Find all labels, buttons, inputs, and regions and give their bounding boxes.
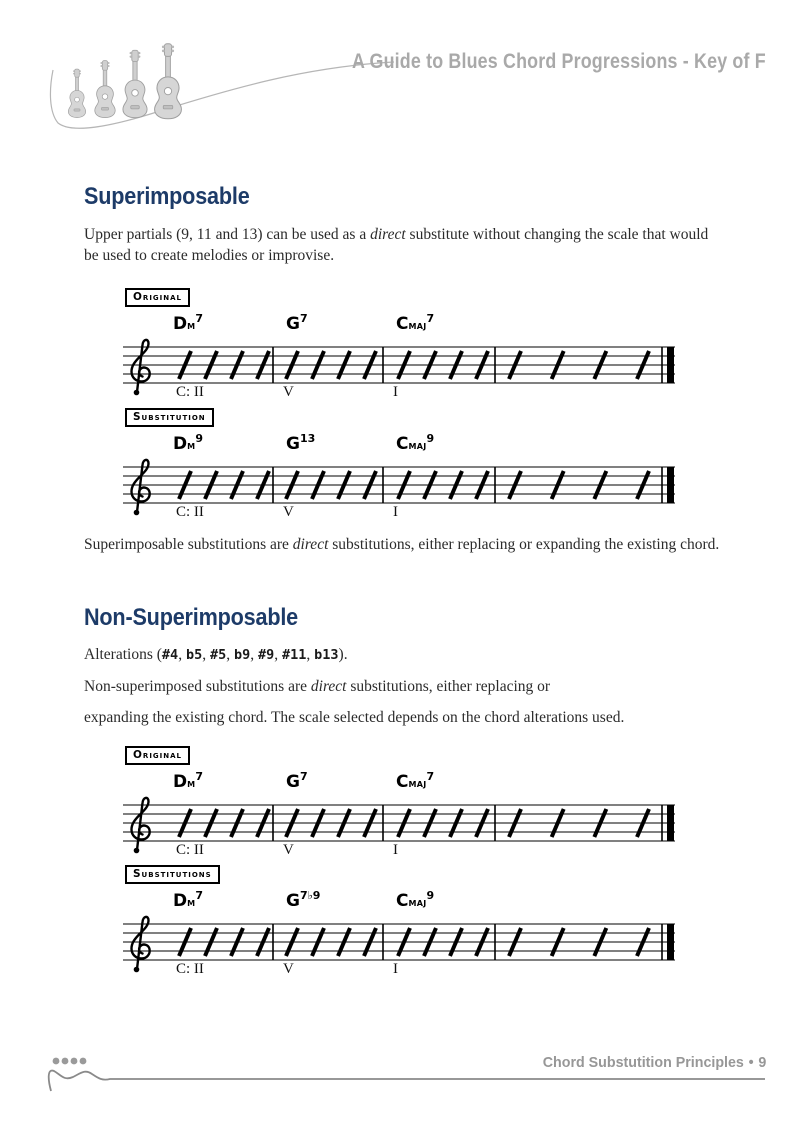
chord-symbol [173, 770, 203, 792]
chord-symbol [396, 312, 434, 334]
chord-symbol [173, 432, 203, 454]
alterations-separator: , [274, 646, 282, 663]
paragraph-text: substitute without changing the scale that would be used to create melodies or improvise. [84, 226, 709, 264]
chord-symbol [396, 889, 434, 911]
alterations-separator: , [226, 646, 234, 663]
alteration-item: #9 [257, 647, 275, 663]
emphasis-word: direct [310, 678, 347, 695]
chord-root: D [173, 891, 188, 911]
paragraph-text: Non-superimposed substitutions are [84, 678, 311, 695]
roman-numeral: I [393, 504, 398, 520]
header-graphic [0, 0, 794, 150]
music-example-system [123, 746, 679, 864]
chord-quality: m [187, 438, 196, 452]
roman-numeral: I [393, 384, 398, 400]
chord-root: G [286, 314, 300, 334]
chord-extension: 7 [195, 889, 204, 902]
example-tag-label: Substitution [133, 411, 206, 423]
chord-symbol [286, 432, 315, 454]
alteration-item: #4 [161, 647, 179, 663]
section-heading-non-superimposable: Non-Superimposable [84, 604, 298, 631]
paragraph-text: Superimposable substitutions are [84, 536, 293, 553]
non-superimposed-paragraph-1 [84, 676, 720, 697]
paragraph-text: substitutions, either replacing or expanding the existing chord. [328, 536, 720, 553]
alterations-separator: , [250, 646, 258, 663]
chord-symbol [396, 432, 434, 454]
chord-extension: 7 [195, 770, 204, 783]
chord-root: G [286, 772, 300, 792]
chord-extension: 7 [426, 312, 435, 325]
footer-page-number: 9 [758, 1054, 766, 1071]
staff-notation [123, 455, 675, 519]
alteration-item: b9 [233, 647, 251, 663]
chord-extension: 7 [299, 312, 308, 325]
alterations-separator: , [306, 646, 315, 663]
roman-numeral: V [283, 384, 294, 400]
paragraph-text: Upper partials (9, 11 and 13) can be used as a [84, 226, 371, 243]
paragraph-text: substitutions, either replacing or [346, 678, 551, 695]
emphasis-word: direct [370, 226, 406, 243]
chord-extension: 7 [299, 770, 308, 783]
chord-root: G [286, 434, 300, 454]
chord-root: D [173, 314, 188, 334]
ukulele-icon [155, 44, 182, 119]
alterations-line [84, 644, 720, 666]
superimposable-intro-paragraph [84, 224, 720, 266]
chord-extension: 9 [195, 432, 204, 445]
chord-symbol [173, 312, 203, 334]
chord-symbol [286, 889, 320, 911]
ukulele-icon [95, 61, 115, 118]
chord-extension: 7 [195, 312, 204, 325]
chord-symbol [286, 770, 308, 792]
alterations-prefix: Alterations ( [84, 646, 162, 663]
chord-root: C [396, 314, 409, 334]
alteration-item: #5 [209, 647, 227, 663]
staff-notation [123, 912, 675, 976]
footer-text [542, 1054, 766, 1071]
chord-extension: 9 [426, 432, 435, 445]
alteration-item: b13 [314, 647, 339, 663]
music-example-system [123, 865, 679, 983]
chord-root: C [396, 772, 409, 792]
footer-dot [80, 1058, 87, 1065]
chord-quality: m [187, 318, 196, 332]
roman-numeral: V [283, 504, 294, 520]
chord-quality: m [187, 776, 196, 790]
alterations-separator: , [202, 646, 210, 663]
alterations-suffix: ). [338, 646, 348, 663]
chord-symbol [173, 889, 203, 911]
chord-quality: maj [408, 895, 427, 909]
example-tag-box [125, 288, 190, 307]
chord-quality: maj [408, 318, 427, 332]
emphasis-word: direct [292, 536, 329, 553]
roman-numeral: C: II [176, 504, 204, 520]
footer-dot [62, 1058, 69, 1065]
chord-quality: maj [408, 776, 427, 790]
footer-section-title: Chord Substutition Principles [542, 1054, 744, 1071]
footer-dot [53, 1058, 60, 1065]
chord-root: D [173, 772, 188, 792]
roman-numeral: C: II [176, 961, 204, 977]
roman-numeral: I [393, 961, 398, 977]
chord-extension: 9 [426, 889, 435, 902]
footer-rule-line [49, 1071, 765, 1091]
chord-quality: maj [408, 438, 427, 452]
chord-symbol [286, 312, 308, 334]
music-example-system [123, 288, 679, 406]
roman-numeral: I [393, 842, 398, 858]
superimposable-note-paragraph [84, 534, 720, 555]
roman-numeral: V [283, 842, 294, 858]
staff-notation [123, 335, 675, 399]
chord-root: G [286, 891, 300, 911]
example-tag-box [125, 746, 190, 765]
alterations-separator: , [178, 646, 186, 663]
chord-root: C [396, 891, 409, 911]
alteration-item: #11 [282, 647, 307, 663]
alteration-item: b5 [185, 647, 203, 663]
chord-extension: 7♭9 [299, 889, 321, 902]
roman-numeral: C: II [176, 842, 204, 858]
footer-dot [71, 1058, 78, 1065]
roman-numeral: V [283, 961, 294, 977]
chord-quality: m [187, 895, 196, 909]
chord-root: D [173, 434, 188, 454]
ukulele-icon [68, 69, 85, 117]
non-superimposed-paragraph-2: expanding the existing chord. The scale selected depends on the chord alterations used. [84, 709, 625, 726]
example-tag-label: Substitutions [133, 868, 212, 880]
chord-extension: 7 [426, 770, 435, 783]
example-tag-label: Original [133, 291, 183, 303]
chord-root: C [396, 434, 409, 454]
chord-extension: 13 [299, 432, 316, 445]
music-example-system [123, 408, 679, 526]
ukulele-icon [123, 50, 147, 117]
page-header-title: A Guide to Blues Chord Progressions - Key of F [352, 50, 766, 73]
roman-numeral: C: II [176, 384, 204, 400]
chord-symbol [396, 770, 434, 792]
footer-separator: • [748, 1054, 754, 1071]
staff-notation [123, 793, 675, 857]
example-tag-box [125, 865, 220, 884]
example-tag-box [125, 408, 214, 427]
example-tag-label: Original [133, 749, 183, 761]
section-heading-superimposable: Superimposable [84, 183, 250, 210]
